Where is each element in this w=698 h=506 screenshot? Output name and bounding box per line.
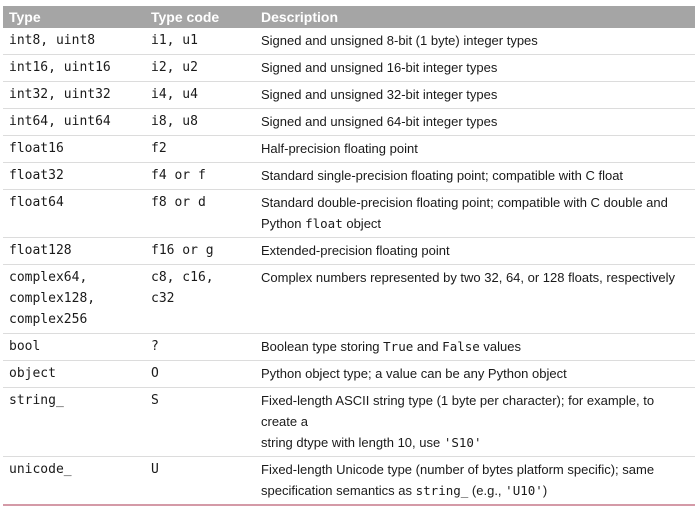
table-body — [3, 28, 695, 505]
description-cell: Signed and unsigned 16-bit integer types — [255, 55, 695, 82]
type-cell: unicode_ — [3, 457, 145, 506]
description-text: values — [479, 339, 522, 354]
table-row — [3, 55, 695, 82]
inline-code: False — [442, 339, 480, 354]
type-code-cell: S — [145, 388, 255, 457]
type-cell — [3, 265, 145, 334]
table-row — [3, 109, 695, 136]
description-cell: Half-precision floating point — [255, 136, 695, 163]
type-cell: float64 — [3, 190, 145, 238]
table-row — [3, 190, 695, 238]
type-cell: bool — [3, 334, 145, 361]
description-line — [261, 480, 689, 501]
description-cell: Signed and unsigned 64-bit integer types — [255, 109, 695, 136]
type-cell: float16 — [3, 136, 145, 163]
description-line — [261, 213, 689, 234]
type-line: complex128, — [9, 291, 96, 306]
type-code-cell: U — [145, 457, 255, 506]
table-row — [3, 82, 695, 109]
type-code-cell: i2, u2 — [145, 55, 255, 82]
table-header — [3, 6, 695, 28]
inline-code: True — [383, 339, 414, 354]
description-cell — [255, 190, 695, 238]
table-row — [3, 163, 695, 190]
description-cell — [255, 334, 695, 361]
type-cell: string_ — [3, 388, 145, 457]
type-cell: float128 — [3, 238, 145, 265]
inline-code: 'U10' — [505, 483, 543, 498]
header-row — [3, 6, 695, 28]
header-type: Type — [3, 6, 145, 28]
table-row — [3, 334, 695, 361]
type-code-cell — [145, 265, 255, 334]
type-code-cell: i4, u4 — [145, 82, 255, 109]
type-cell: float32 — [3, 163, 145, 190]
table-row — [3, 136, 695, 163]
description-text: Python — [261, 216, 306, 231]
type-line: complex64, — [9, 270, 88, 285]
description-line — [261, 432, 689, 453]
type-code-cell: i1, u1 — [145, 28, 255, 55]
description-cell: Standard single-precision floating point; compatible with C float — [255, 163, 695, 190]
description-text: string dtype with length 10, use — [261, 435, 444, 450]
description-text: and — [413, 339, 443, 354]
type-code-cell: O — [145, 361, 255, 388]
table-row — [3, 361, 695, 388]
type-code-line: c32 — [151, 291, 175, 306]
type-code-line: c8, c16, — [151, 270, 214, 285]
type-code-cell: f4 or f — [145, 163, 255, 190]
type-code-cell: f16 or g — [145, 238, 255, 265]
type-code-cell: i8, u8 — [145, 109, 255, 136]
header-type-code: Type code — [145, 6, 255, 28]
type-cell: object — [3, 361, 145, 388]
description-line: Standard double-precision floating point; compatible with C double and — [261, 195, 668, 210]
description-cell: Python object type; a value can be any Python object — [255, 361, 695, 388]
description-cell: Extended-precision floating point — [255, 238, 695, 265]
type-cell: int16, uint16 — [3, 55, 145, 82]
table-row — [3, 28, 695, 55]
description-line: Fixed-length Unicode type (number of bytes platform specific); same — [261, 462, 655, 477]
numpy-dtype-table — [3, 6, 695, 506]
header-description: Description — [255, 6, 695, 28]
description-cell — [255, 457, 695, 506]
table-row — [3, 457, 695, 506]
table-row — [3, 238, 695, 265]
description-cell: Signed and unsigned 32-bit integer types — [255, 82, 695, 109]
description-text: object — [342, 216, 382, 231]
type-cell: int64, uint64 — [3, 109, 145, 136]
type-line: complex256 — [9, 312, 88, 327]
type-code-cell: f2 — [145, 136, 255, 163]
description-cell — [255, 388, 695, 457]
inline-code: 'S10' — [443, 435, 482, 450]
inline-code: string_ — [415, 483, 469, 498]
description-text: Boolean type storing — [261, 339, 384, 354]
type-code-cell: f8 or d — [145, 190, 255, 238]
description-cell: Complex numbers represented by two 32, 64, or 128 floats, respectively — [255, 265, 695, 334]
type-cell: int32, uint32 — [3, 82, 145, 109]
description-cell: Signed and unsigned 8-bit (1 byte) integer types — [255, 28, 695, 55]
type-code-cell: ? — [145, 334, 255, 361]
description-text: ) — [542, 483, 548, 498]
table-row — [3, 265, 695, 334]
table-row — [3, 388, 695, 457]
description-text: (e.g., — [468, 483, 506, 498]
type-cell: int8, uint8 — [3, 28, 145, 55]
description-line: Fixed-length ASCII string type (1 byte per character); for example, to create a — [261, 393, 655, 429]
inline-code: float — [305, 216, 343, 231]
description-text: specification semantics as — [261, 483, 416, 498]
